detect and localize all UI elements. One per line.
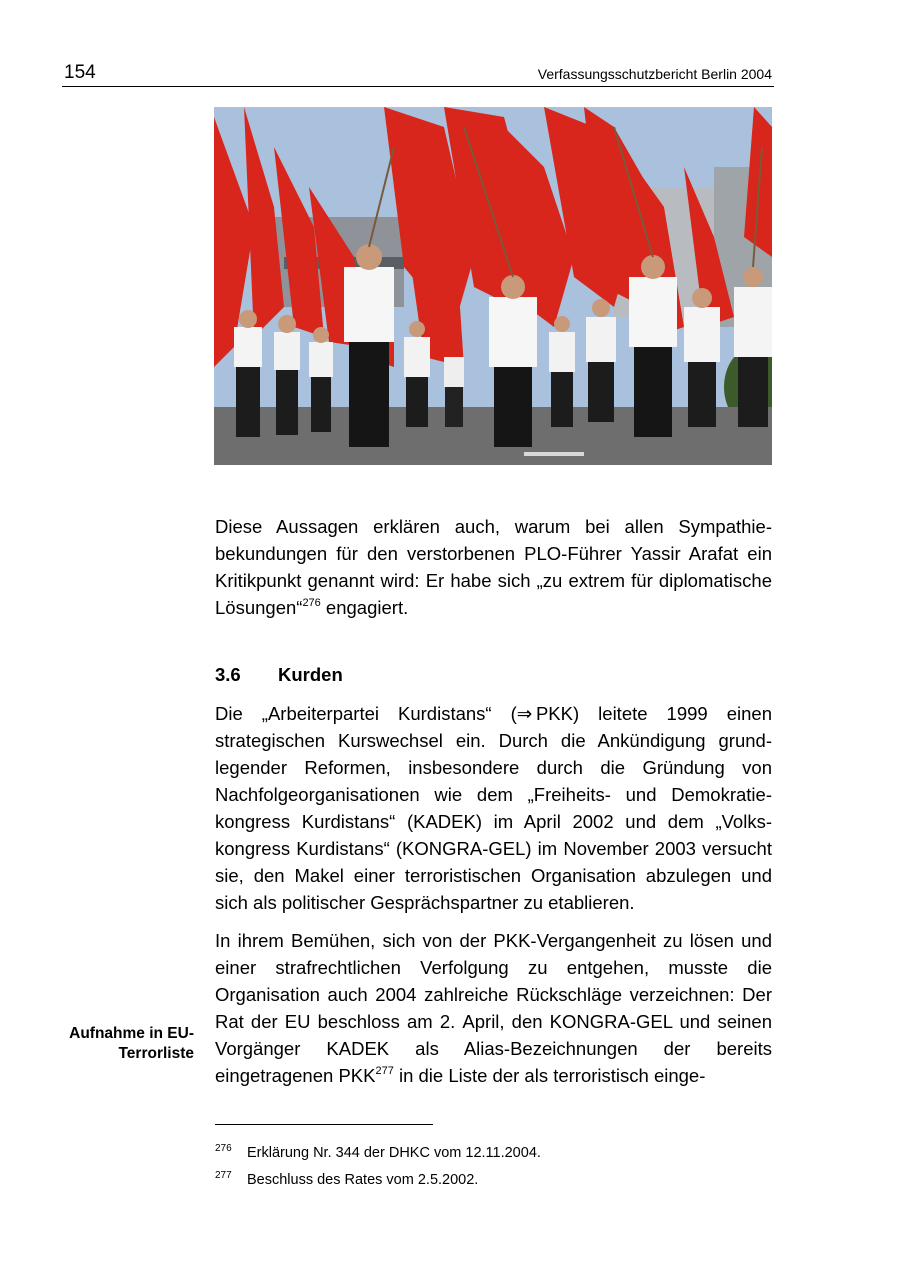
margin-note: [40, 1024, 194, 1064]
footnote-divider: [215, 1124, 433, 1125]
paragraph-text: in die Liste der als terroristisch einge-: [393, 1065, 706, 1086]
paragraph-arafat: [215, 513, 772, 621]
footnote-number: 277: [215, 1170, 232, 1181]
footnote-number: 276: [215, 1143, 232, 1154]
margin-note-line: Aufnahme in EU-: [69, 1025, 194, 1042]
section-title: Kurden: [278, 664, 343, 685]
paragraph-kongra-gel: [215, 927, 772, 1089]
parade-photo: [214, 107, 772, 465]
footnote-reference[interactable]: 276: [302, 597, 321, 609]
section-heading: [215, 664, 343, 686]
paragraph-pkk: Die „Arbeiterpartei Kurdistans“ (⇒ PKK) leitete 1999 einen strategischen Kurswechsel ein. Durch die Ankündigung grundlegender Reformen, insbesondere durch die Gründung von Nachfolgeorganisationen wie dem „Freiheits- und Demokratiekongress Kurdistans“ (KADEK) im April 2002 und dem „Volkskongress Kurdistans“ (KONGRA-GEL) im November 2003 versucht sie, den Makel einer terroristischen Organisation abzulegen und sich als politischer Gesprächspartner zu etablieren.: [215, 703, 772, 913]
section-number: 3.6: [215, 664, 241, 685]
running-title: Verfassungsschutzbericht Berlin 2004: [537, 66, 772, 82]
paragraph-text: Diese Aussagen erklären auch, warum bei allen Sympathiebekundungen für den verstorbenen PLO-Führer Yassir Arafat ein Kritikpunkt genannt wird: Er habe sich „zu extrem für diplomatische Lösungen“: [215, 516, 772, 618]
footnote-276: [215, 1140, 541, 1162]
page-header: [62, 62, 774, 87]
paragraph-text: engagiert.: [320, 597, 409, 618]
footnote-reference[interactable]: 277: [375, 1065, 394, 1077]
margin-note-line: Terrorliste: [118, 1045, 194, 1062]
footnote-text: Beschluss des Rates vom 2.5.2002.: [247, 1172, 479, 1188]
footnote-277: [215, 1167, 478, 1189]
paragraph-text: In ihrem Bemühen, sich von der PKK-Vergangenheit zu lösen und einer strafrechtlichen Verfolgung zu entgehen, musste die Organisation auch 2004 zahlreiche Rückschläge verzeichnen: Der Rat der EU beschloss am 2. April, den KONGRA-GEL und seinen Vorgänger KADEK als Alias-Bezeichnungen der bereits eingetragenen PKK: [215, 930, 772, 1086]
footnote-text: Erklärung Nr. 344 der DHKC vom 12.11.2004.: [247, 1145, 541, 1161]
page-number: 154: [64, 62, 96, 83]
